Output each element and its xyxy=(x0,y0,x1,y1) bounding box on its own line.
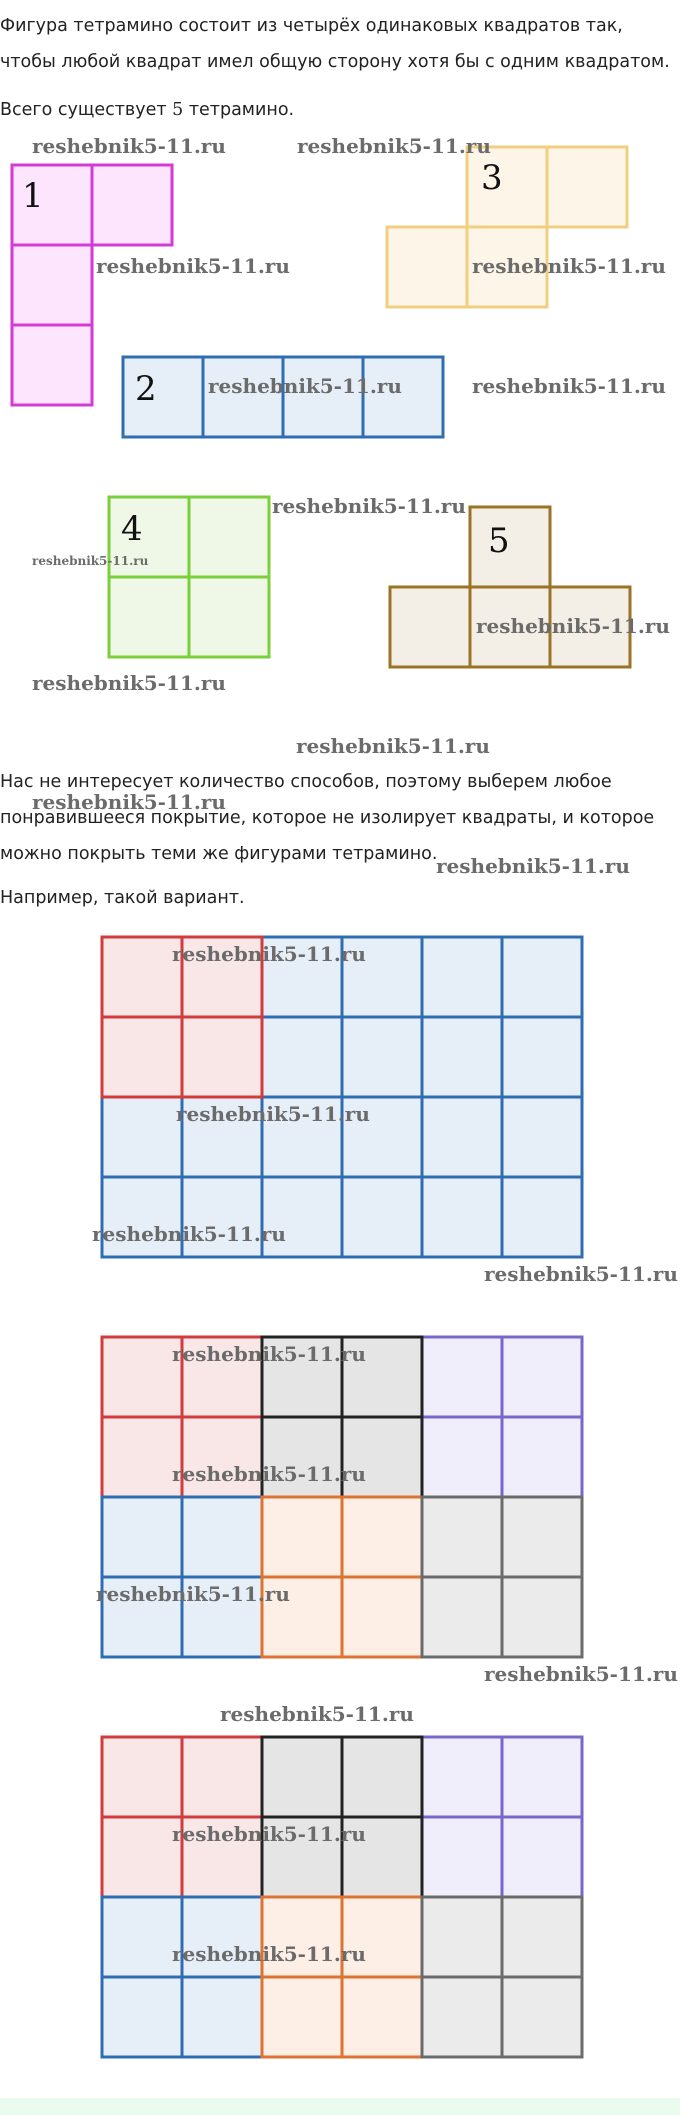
watermark: reshebnik5-11.ru xyxy=(172,1462,366,1486)
grid-b-purple-cells xyxy=(422,1337,582,1497)
tetromino-1-label: 1 xyxy=(22,176,44,216)
watermark: reshebnik5-11.ru xyxy=(32,554,149,568)
watermark: reshebnik5-11.ru xyxy=(32,790,226,814)
watermark: reshebnik5-11.ru xyxy=(296,734,490,758)
watermark: reshebnik5-11.ru xyxy=(272,494,466,518)
watermark: reshebnik5-11.ru xyxy=(484,1262,678,1286)
count-text-after: тетрамино. xyxy=(183,100,295,120)
count-text-before: Всего существует xyxy=(0,100,173,120)
grid-c-black-cells xyxy=(262,1737,422,1897)
watermark: reshebnik5-11.ru xyxy=(436,854,630,878)
watermark: reshebnik5-11.ru xyxy=(172,1342,366,1366)
watermark: reshebnik5-11.ru xyxy=(220,1702,414,1726)
tetromino-2-label: 2 xyxy=(135,369,157,409)
grid-c-red-cells xyxy=(102,1737,262,1897)
count-number: 5 xyxy=(172,100,184,120)
watermark: reshebnik5-11.ru xyxy=(297,134,491,158)
grid-c-orange-cells xyxy=(262,1897,422,2057)
bottom-strip xyxy=(0,2098,680,2115)
watermark: reshebnik5-11.ru xyxy=(172,1822,366,1846)
tetromino-3-label: 3 xyxy=(481,158,503,198)
tetromino-5-label: 5 xyxy=(488,521,510,561)
grid-c-bottom xyxy=(102,1897,582,2057)
grid-c-top xyxy=(102,1737,582,1897)
watermark: reshebnik5-11.ru xyxy=(472,254,666,278)
watermark: reshebnik5-11.ru xyxy=(484,1662,678,1686)
grid-c-blue-cells xyxy=(102,1897,262,2057)
grid-a xyxy=(102,937,582,1257)
watermark: reshebnik5-11.ru xyxy=(172,942,366,966)
example-paragraph: Например, такой вариант. xyxy=(0,888,245,908)
watermark: reshebnik5-11.ru xyxy=(208,374,402,398)
tetromino-4-label: 4 xyxy=(121,509,143,549)
watermark: reshebnik5-11.ru xyxy=(472,374,666,398)
watermark: reshebnik5-11.ru xyxy=(92,1222,286,1246)
grid-b-bottom xyxy=(102,1497,582,1657)
intro-paragraph: Фигура тетрамино состоит из четырёх одинаковых квадратов так, чтобы любой квадрат имел общую сторону хотя бы с одним квадратом. xyxy=(0,16,670,72)
tetromino-5 xyxy=(390,507,630,667)
watermark: reshebnik5-11.ru xyxy=(96,254,290,278)
watermark: reshebnik5-11.ru xyxy=(32,134,226,158)
watermark: reshebnik5-11.ru xyxy=(176,1102,370,1126)
tetromino-3 xyxy=(387,147,627,307)
watermark: reshebnik5-11.ru xyxy=(476,614,670,638)
choice-paragraph: Нас не интересует количество способов, поэтому выберем любое понравившееся покрытие, которое не изолирует квадраты, и которое можно покрыть теми же фигурами тетрамино. xyxy=(0,772,655,864)
grid-c-purple-cells xyxy=(422,1737,582,1897)
watermark: reshebnik5-11.ru xyxy=(32,671,226,695)
watermark: reshebnik5-11.ru xyxy=(172,1942,366,1966)
watermark: reshebnik5-11.ru xyxy=(96,1582,290,1606)
grid-c-gray-cells xyxy=(422,1897,582,2057)
